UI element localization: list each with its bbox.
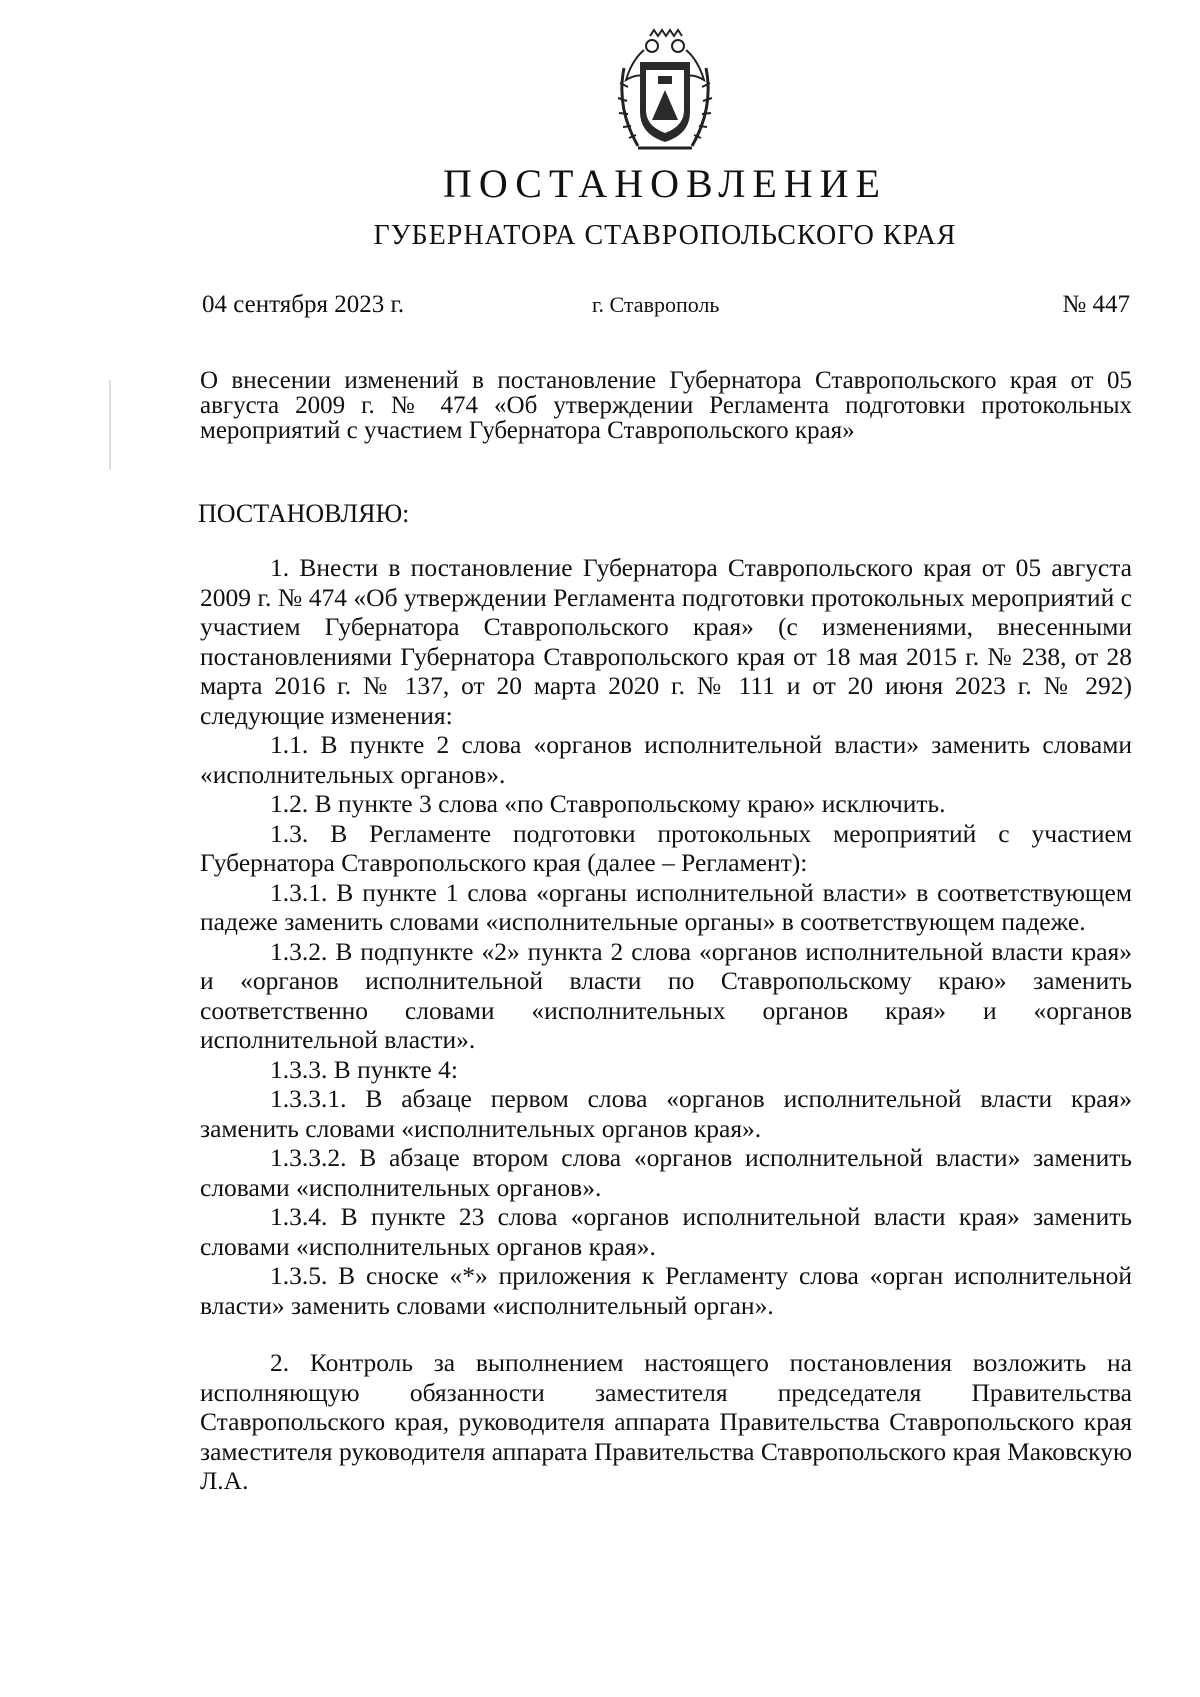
decree-word: ПОСТАНОВЛЯЮ: <box>198 499 410 528</box>
paragraph-2: 2. Контроль за выполнением настоящего постановления возложить на исполняющую обязанности заместителя председателя Правительства Ставропольского края, руководителя аппарата Правительства Ставропольского края заместителя руководителя аппарата Правительства Ставропольского края Маковскую Л.А. <box>200 1348 1132 1495</box>
paragraph-1: 1. Внести в постановление Губернатора Ставропольского края от 05 августа 2009 г. № 474 «Об утверждении Регламента подготовки протокольных мероприятий с участием Губернатора Ставропольского края» (с изменениями, внесенными постановлениями Губернатора Ставропольского края от 18 мая 2015 г. № 238, от 28 марта 2016 г. № 137, от 20 марта 2020 г. № 111 и от 20 июня 2023 г. № 292) следующие изменения: <box>200 553 1132 730</box>
scan-artifact-mark <box>106 380 114 470</box>
document-subtitle: ГУБЕРНАТОРА СТАВРОПОЛЬСКОГО КРАЯ <box>373 220 957 251</box>
paragraph-1-2: 1.2. В пункте 3 слова «по Ставропольскому краю» исключить. <box>270 789 946 818</box>
paragraph-1-3-1: 1.3.1. В пункте 1 слова «органы исполнительной власти» в соответствующем падеже заменить словами «исполнительные органы» в соответствующем падеже. <box>200 877 1132 936</box>
paragraph-1-3-4: 1.3.4. В пункте 23 слова «органов исполнительной власти края» заменить словами «исполнительных органов края». <box>200 1202 1132 1261</box>
paragraph-1-3-3-2: 1.3.3.2. В абзаце втором слова «органов исполнительной власти» заменить словами «исполнительных органов». <box>200 1143 1132 1202</box>
paragraph-1-3-2: 1.3.2. В подпункте «2» пункта 2 слова «органов исполнительной власти края» и «органов исполнительной власти по Ставропольскому краю» заменить соответственно словами «исполнительных органов края» и «органов исполнительной власти». <box>200 936 1132 1054</box>
paragraph-1-3-3: 1.3.3. В пункте 4: <box>270 1054 458 1084</box>
coat-of-arms-icon <box>610 28 720 156</box>
document-date: 04 сентября 2023 г. <box>202 291 405 318</box>
paragraph-1-3-3-1: 1.3.3.1. В абзаце первом слова «органов исполнительной власти края» заменить словами «исполнительных органов края». <box>200 1084 1132 1143</box>
paragraph-1-1: 1.1. В пункте 2 слова «органов исполнительной власти» заменить словами «исполнительных органов». <box>200 730 1132 789</box>
paragraph-1-3-5: 1.3.5. В сноске «*» приложения к Регламенту слова «орган исполнительной власти» заменить словами «исполнительный орган». <box>200 1261 1132 1320</box>
document-subject: О внесении изменений в постановление Губернатора Ставропольского края от 05 августа 2009 г. № 474 «Об утверждении Регламента подготовки протокольных мероприятий с участием Губернатора Ставропольского края» <box>200 367 1132 444</box>
paragraph-1-3: 1.3. В Регламенте подготовки протокольных мероприятий с участием Губернатора Ставропольского края (далее – Регламент): <box>200 818 1132 877</box>
document-number: № 447 <box>1062 291 1130 318</box>
document-city: г. Ставрополь <box>592 292 720 317</box>
document-title: ПОСТАНОВЛЕНИЕ <box>443 161 887 206</box>
document-body <box>200 553 1132 1496</box>
